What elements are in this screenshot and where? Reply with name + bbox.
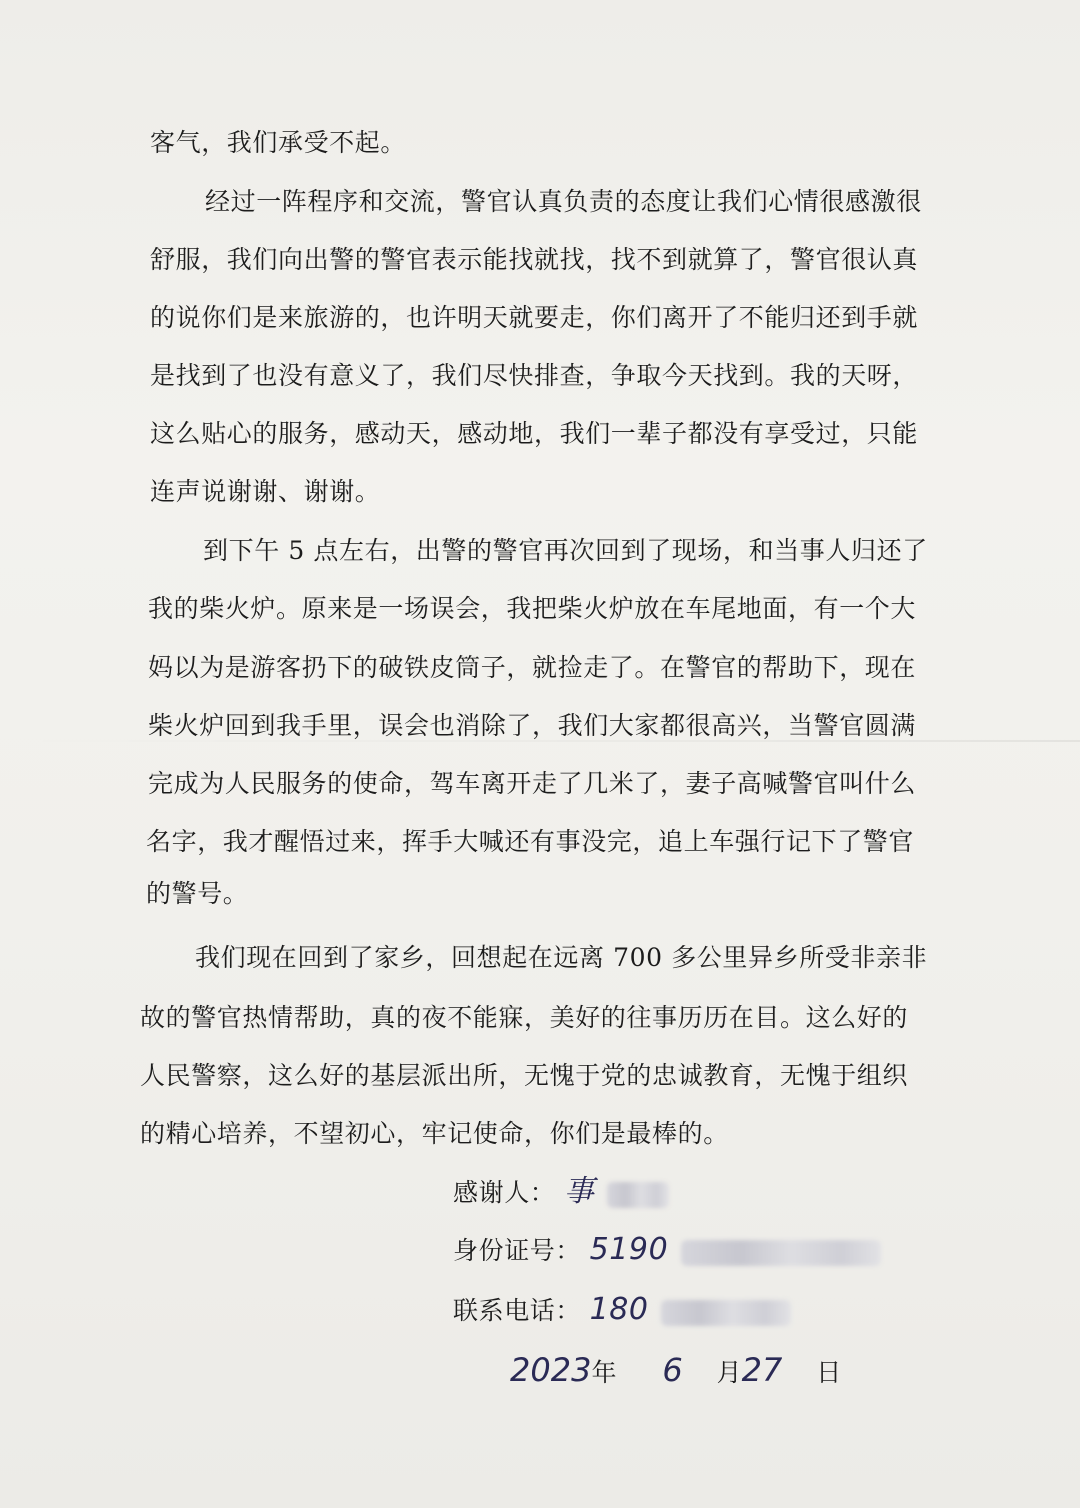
redacted-phone-number bbox=[661, 1300, 791, 1326]
redacted-name bbox=[607, 1182, 669, 1208]
thanker-signature: 事 bbox=[563, 1174, 595, 1209]
phone-number-handwritten: 180 bbox=[589, 1292, 649, 1327]
thanker-row bbox=[453, 1172, 669, 1212]
letter-line: 连声说谢谢、谢谢。 bbox=[150, 477, 381, 506]
letter-line: 这么贴心的服务，感动天，感动地，我们一辈子都没有享受过，只能 bbox=[150, 419, 919, 448]
letter-line: 名字，我才醒悟过来，挥手大喊还有事没完，追上车强行记下了警官 bbox=[146, 827, 915, 856]
letter-line: 人民警察，这么好的基层派出所，无愧于党的忠诚教育，无愧于组织 bbox=[140, 1061, 909, 1090]
letter-line: 舒服，我们向出警的警官表示能找就找，找不到就算了，警官很认真 bbox=[150, 245, 919, 274]
redacted-id-number bbox=[681, 1240, 881, 1266]
date-row bbox=[510, 1348, 841, 1392]
letter-line: 经过一阵程序和交流，警官认真负责的态度让我们心情很感激很 bbox=[205, 187, 922, 216]
date-year-unit: 年 bbox=[591, 1358, 617, 1387]
date-day: 27 bbox=[741, 1351, 783, 1389]
letter-line: 妈以为是游客扔下的破铁皮筒子，就捡走了。在警官的帮助下，现在 bbox=[148, 653, 917, 682]
letter-line: 柴火炉回到我手里，误会也消除了，我们大家都很高兴，当警官圆满 bbox=[148, 711, 917, 740]
date-day-unit: 日 bbox=[816, 1358, 842, 1387]
letter-line: 完成为人民服务的使命，驾车离开走了几米了，妻子高喊警官叫什么 bbox=[148, 769, 917, 798]
letter-line: 故的警官热情帮助，真的夜不能寐，美好的往事历历在目。这么好的 bbox=[140, 1003, 909, 1032]
id-row bbox=[453, 1230, 881, 1270]
letter-line: 到下午 5 点左右，出警的警官再次回到了现场，和当事人归还了 bbox=[203, 536, 928, 565]
letter-line: 我们现在回到了家乡，回想起在远离 700 多公里异乡所受非亲非 bbox=[195, 943, 928, 972]
letter-line: 我的柴火炉。原来是一场误会，我把柴火炉放在车尾地面，有一个大 bbox=[148, 594, 917, 623]
id-number-handwritten: 5190 bbox=[589, 1232, 669, 1267]
letter-line: 的精心培养，不望初心，牢记使命，你们是最棒的。 bbox=[140, 1119, 729, 1148]
id-label: 身份证号： bbox=[453, 1236, 582, 1265]
date-month: 6 bbox=[662, 1351, 683, 1389]
letter-line: 的警号。 bbox=[146, 879, 249, 908]
phone-label: 联系电话： bbox=[453, 1296, 582, 1325]
date-month-unit: 月 bbox=[716, 1358, 742, 1387]
thanker-label: 感谢人： bbox=[453, 1178, 556, 1207]
letter-line: 的说你们是来旅游的，也许明天就要走，你们离开了不能归还到手就 bbox=[150, 303, 919, 332]
letter-line: 是找到了也没有意义了，我们尽快排查，争取今天找到。我的天呀， bbox=[150, 361, 919, 390]
date-year: 2023 bbox=[510, 1351, 592, 1389]
phone-row bbox=[453, 1290, 791, 1330]
letter-line: 客气，我们承受不起。 bbox=[150, 128, 407, 157]
